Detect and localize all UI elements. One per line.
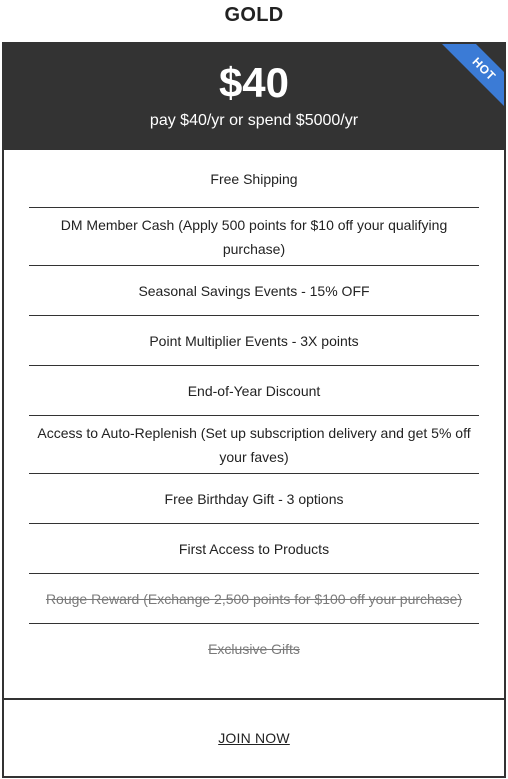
price-header (4, 44, 504, 150)
feature-item-seasonal-savings: Seasonal Savings Events - 15% OFF (29, 266, 479, 316)
feature-item-birthday-gift: Free Birthday Gift - 3 options (29, 474, 479, 524)
feature-item-year-end-discount: End-of-Year Discount (29, 366, 479, 416)
card-footer (4, 698, 504, 776)
tier-title: GOLD (224, 4, 284, 26)
hot-badge: HOT (433, 44, 504, 120)
feature-list (4, 150, 504, 674)
pricing-card (2, 42, 506, 778)
feature-item-member-cash: DM Member Cash (Apply 500 points for $10 off your qualifying purchase) (29, 208, 479, 266)
join-now-button[interactable]: JOIN NOW (218, 730, 290, 746)
feature-item-free-shipping: Free Shipping (29, 150, 479, 208)
feature-item-rouge-reward: Rouge Reward (Exchange 2,500 points for $100 off your purchase) (29, 574, 479, 624)
feature-item-point-multiplier: Point Multiplier Events - 3X points (29, 316, 479, 366)
price-subtitle: pay $40/yr or spend $5000/yr (149, 112, 359, 129)
feature-item-first-access: First Access to Products (29, 524, 479, 574)
price: $40 (218, 59, 290, 106)
feature-item-auto-replenish: Access to Auto-Replenish (Set up subscription delivery and get 5% off your faves) (29, 416, 479, 474)
feature-item-exclusive-gifts: Exclusive Gifts (208, 641, 300, 657)
